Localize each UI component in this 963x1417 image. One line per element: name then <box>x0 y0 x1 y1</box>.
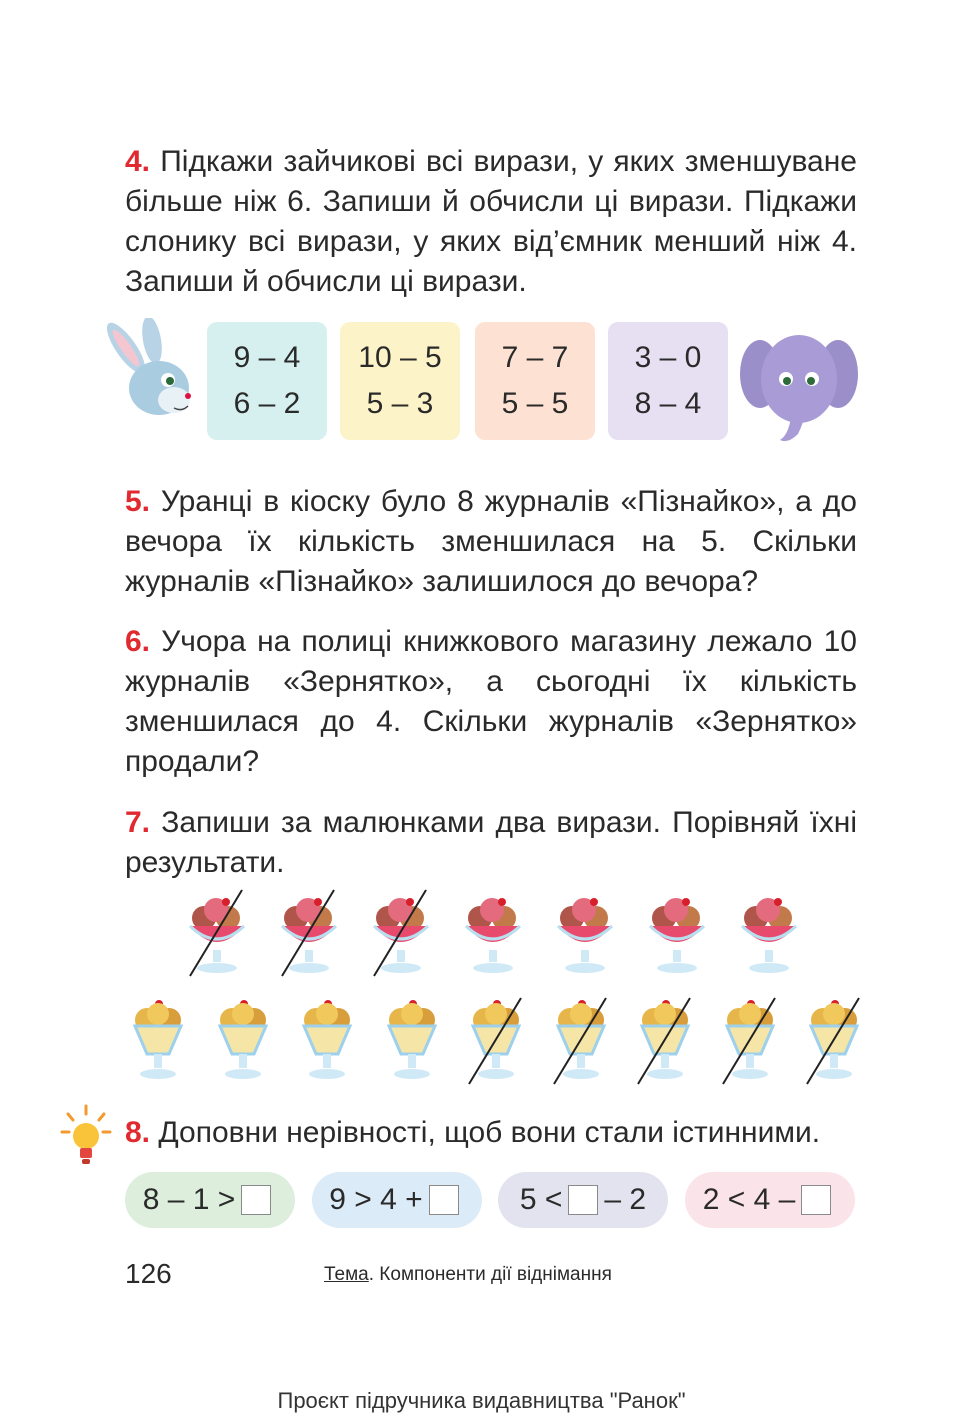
expression: 9 – 4 <box>233 341 301 374</box>
inequality <box>685 1172 855 1228</box>
answer-box[interactable] <box>801 1185 831 1215</box>
topic <box>324 1264 612 1286</box>
page-number: 126 <box>125 1258 172 1289</box>
ice-cream-icon <box>642 888 712 978</box>
task-6 <box>125 622 857 782</box>
task-text: Учора на полиці книжкового магазину лежало 10 журналів «Зернятко», а сьогодні їх кількість зменшилася до 4. Скільки журналів «Зернятко» продали? <box>125 625 857 778</box>
task-text: Запиши за малюнками два вирази. Порівняй їхні результати. <box>125 806 857 879</box>
inequality <box>312 1172 482 1228</box>
ice-cream-crossed-icon <box>461 996 531 1086</box>
expression-card <box>340 322 460 440</box>
ice-cream-icon <box>550 888 620 978</box>
ice-cream-crossed-icon <box>630 996 700 1086</box>
task-text: Підкажи зайчикові всі вирази, у яких зменшуване більше ніж 6. Запиши й обчисли ці вирази. Підкажи слонику всі вирази, у яких від’ємник менший ніж 4. Запиши й обчисли ці вирази. <box>125 145 857 298</box>
task-number: 4. <box>125 145 151 178</box>
ice-cream-crossed-icon <box>715 996 785 1086</box>
inequality-right: – 2 <box>604 1183 647 1216</box>
rabbit-icon <box>104 318 196 424</box>
expression: 10 – 5 <box>358 341 442 374</box>
inequality-left: 5 < <box>519 1183 563 1216</box>
task-text: Доповни нерівності, щоб вони стали істинними. <box>158 1116 821 1149</box>
task-8 <box>125 1113 857 1153</box>
task-number: 8. <box>125 1116 151 1149</box>
ice-cream-icon <box>208 996 278 1086</box>
ice-cream-icon <box>377 996 447 1086</box>
expression-card <box>608 322 728 440</box>
elephant-icon <box>740 324 858 446</box>
expression: 6 – 2 <box>233 387 301 420</box>
task-text: Уранці в кіоску було 8 журналів «Пізнайко», а до вечора їх кількість зменшилася на 5. Скільки журналів «Пізнайко» залишилося до вечора? <box>125 485 857 598</box>
expression-card <box>207 322 327 440</box>
inequality <box>125 1172 295 1228</box>
lightbulb-icon <box>60 1104 112 1168</box>
ice-cream-crossed-icon <box>182 888 252 978</box>
ice-cream-crossed-icon <box>274 888 344 978</box>
topic-label: Тема <box>324 1264 369 1285</box>
answer-box[interactable] <box>568 1185 598 1215</box>
ice-cream-icon <box>292 996 362 1086</box>
ice-cream-row-cups <box>0 996 963 1086</box>
task-5 <box>125 482 857 602</box>
ice-cream-icon <box>458 888 528 978</box>
ice-cream-icon <box>734 888 804 978</box>
expression: 5 – 3 <box>366 387 434 420</box>
task-number: 5. <box>125 485 151 518</box>
answer-box[interactable] <box>429 1185 459 1215</box>
ice-cream-row-bowls <box>0 888 963 978</box>
task-7 <box>125 803 857 883</box>
inequality <box>498 1172 668 1228</box>
inequality-left: 9 > 4 + <box>329 1183 423 1216</box>
expression: 3 – 0 <box>634 341 702 374</box>
task-number: 6. <box>125 625 151 658</box>
ice-cream-crossed-icon <box>366 888 436 978</box>
publisher-note: Проєкт підручника видавництва "Ранок" <box>277 1388 686 1413</box>
task-number: 7. <box>125 806 151 839</box>
expression-card <box>475 322 595 440</box>
inequality-left: 8 – 1 > <box>142 1183 236 1216</box>
answer-box[interactable] <box>241 1185 271 1215</box>
ice-cream-crossed-icon <box>546 996 616 1086</box>
expression: 7 – 7 <box>501 341 569 374</box>
topic-text: . Компоненти дії віднімання <box>368 1264 612 1285</box>
inequality-left: 2 < 4 – <box>702 1183 796 1216</box>
expression: 8 – 4 <box>634 387 702 420</box>
ice-cream-crossed-icon <box>799 996 869 1086</box>
task-4 <box>125 142 857 302</box>
ice-cream-icon <box>123 996 193 1086</box>
expression: 5 – 5 <box>501 387 569 420</box>
